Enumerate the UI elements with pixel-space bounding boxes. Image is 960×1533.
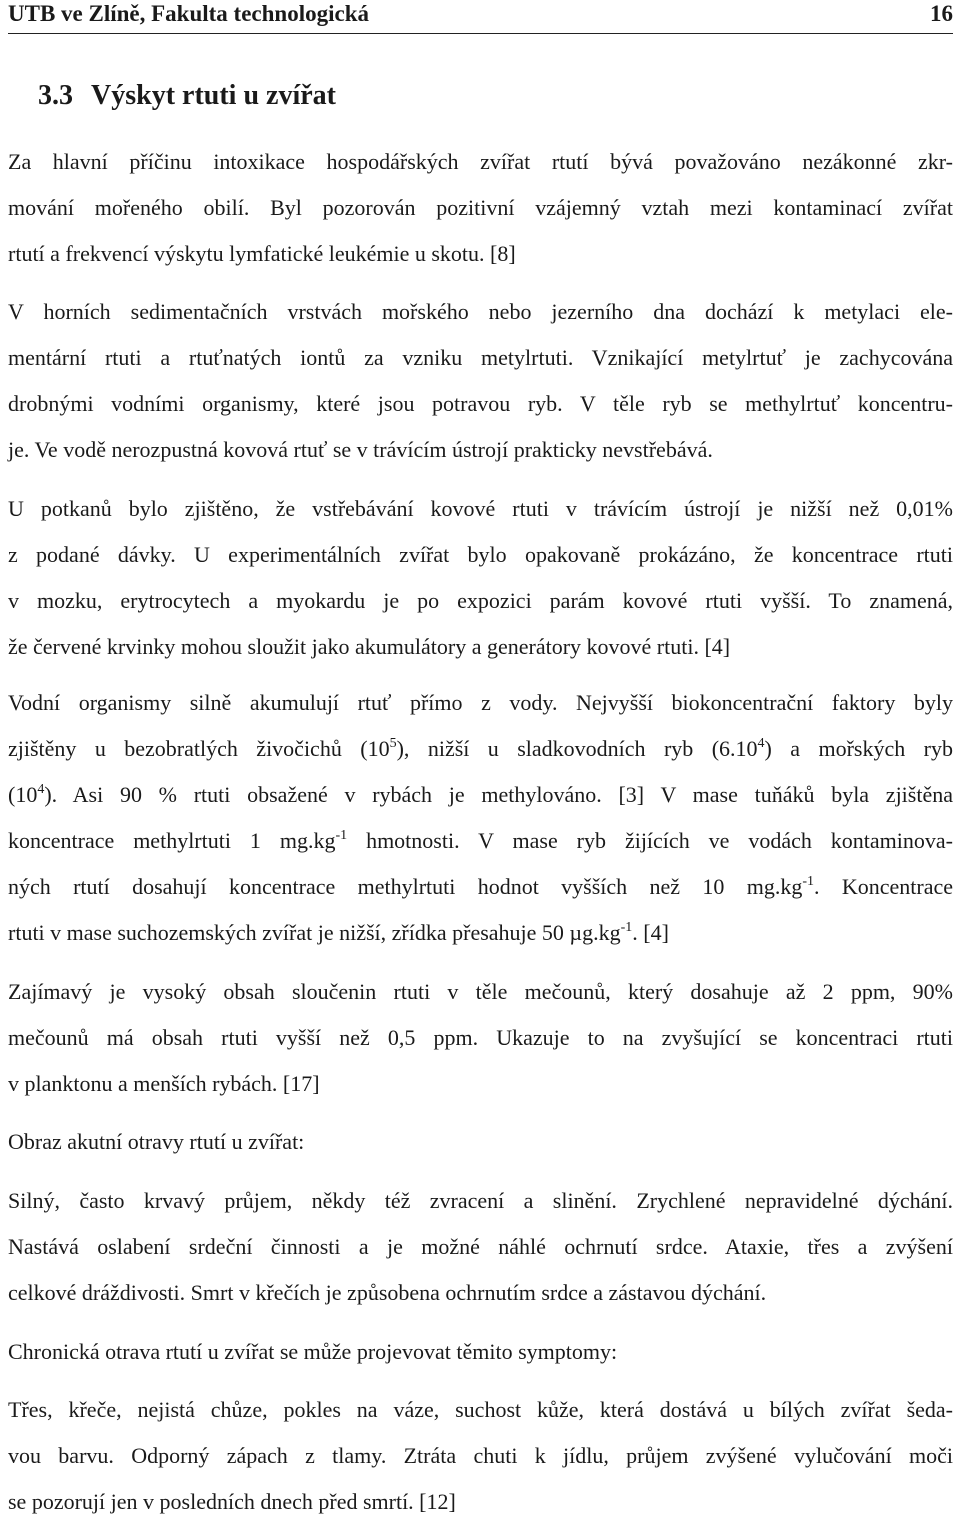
superscript: 4 xyxy=(757,736,765,751)
text-run: (10 xyxy=(8,782,38,807)
text-line: Třes, křeče, nejistá chůze, pokles na váze, suchost kůže, která dostává u bílých zvířat šeda- xyxy=(8,1397,953,1422)
text-line: z podané dávky. U experimentálních zvířat bylo opakovaně prokázáno, že koncentrace rtuti xyxy=(8,542,953,567)
text-run: koncentrace methylrtuti 1 mg.kg xyxy=(8,828,336,853)
paragraph-9 xyxy=(8,1395,953,1533)
text-line: V horních sedimentačních vrstvách mořského nebo jezerního dna dochází k metylaci ele- xyxy=(8,299,953,324)
text-line: Chronická otrava rtutí u zvířat se může projevovat těmito symptomy: xyxy=(8,1339,618,1364)
paragraph-2 xyxy=(8,297,953,481)
text-line: mování mořeného obilí. Byl pozorován pozitivní vzájemný vztah mezi kontaminací zvířat xyxy=(8,195,953,220)
text-run: ). Asi 90 % rtuti obsažené v rybách je methylováno. [3] V mase tuňáků byla zjištěna xyxy=(44,782,953,807)
text-line: mečounů má obsah rtuti vyšší než 0,5 ppm. Ukazuje to na zvyšující se koncentraci rtuti xyxy=(8,1025,953,1050)
section-title: Výskyt rtuti u zvířat xyxy=(91,80,336,111)
paragraph-3 xyxy=(8,494,953,678)
text-line: Obraz akutní otravy rtutí u zvířat: xyxy=(8,1129,305,1154)
text-line: Vodní organismy silně akumulují rtuť přímo z vody. Nejvyšší biokoncentrační faktory byly xyxy=(8,690,953,715)
text-run: hmotnosti. V mase ryb žijících ve vodách kontaminova- xyxy=(347,828,953,853)
text-line: v mozku, erytrocytech a myokardu je po expozici parám kovové rtuti vyšší. To znamená, xyxy=(8,588,953,613)
text-run: ných rtutí dosahují koncentrace methylrtuti hodnot vyšších než 10 mg.kg xyxy=(8,874,803,899)
superscript: 4 xyxy=(37,782,45,797)
text-line: rtutí a frekvencí výskytu lymfatické leukémie u skotu. [8] xyxy=(8,241,516,266)
text-run: ) a mořských ryb xyxy=(764,736,953,761)
paragraph-5 xyxy=(8,977,953,1115)
page-number: 16 xyxy=(930,1,953,26)
text-run: . Koncentrace xyxy=(814,874,953,899)
text-line: U potkanů bylo zjištěno, že vstřebávání kovové rtuti v trávícím ústrojí je nižší než 0,01% xyxy=(8,496,953,521)
text-line xyxy=(8,918,953,964)
text-line: že červené krvinky mohou sloužit jako akumulátory a generátory kovové rtuti. [4] xyxy=(8,634,731,659)
text-line: Nastává oslabení srdeční činnosti a je možné náhlé ochrnutí srdce. Ataxie, třes a zvýšení xyxy=(8,1234,953,1259)
text-line: Zajímavý je vysoký obsah sloučenin rtuti v těle mečounů, který dosahuje až 2 ppm, 90% xyxy=(8,979,953,1004)
superscript: -1 xyxy=(335,828,348,843)
paragraph-8 xyxy=(8,1337,953,1383)
paragraph-7 xyxy=(8,1186,953,1324)
text-line: Za hlavní příčinu intoxikace hospodářských zvířat rtutí bývá považováno nezákonné zkr- xyxy=(8,149,953,174)
text-run: ), nižší u sladkovodních ryb (6.10 xyxy=(396,736,758,761)
text-line: Silný, často krvavý průjem, někdy též zvracení a slinění. Zrychlené nepravidelné dýchání. xyxy=(8,1188,953,1213)
paragraph-6 xyxy=(8,1127,953,1173)
text-line: mentární rtuti a rtuťnatých iontů za vzniku metylrtuti. Vznikající metylrtuť je zachycována xyxy=(8,345,953,370)
text-line: celkové dráždivosti. Smrt v křečích je způsobena ochrnutím srdce a zástavou dýchání. xyxy=(8,1280,767,1305)
paragraph-1 xyxy=(8,147,953,285)
text-line: drobnými vodními organismy, které jsou potravou ryb. V těle ryb se methylrtuť koncentru- xyxy=(8,391,953,416)
section-number: 3.3 xyxy=(38,80,73,111)
superscript: -1 xyxy=(802,874,814,889)
header-title: UTB ve Zlíně, Fakulta technologická xyxy=(8,1,369,26)
text-line xyxy=(8,826,953,872)
text-run: rtuti v mase suchozemských zvířat je nižší, zřídka přesahuje 50 µg.kg xyxy=(8,920,621,945)
text-line xyxy=(8,734,953,780)
superscript: -1 xyxy=(620,920,633,935)
paragraph-4 xyxy=(8,688,953,964)
text-run: . [4] xyxy=(632,920,669,945)
text-line: je. Ve vodě nerozpustná kovová rtuť se v trávícím ústrojí prakticky nevstřebává. xyxy=(8,437,713,462)
text-line xyxy=(8,780,953,826)
text-line xyxy=(8,872,953,918)
section-heading xyxy=(38,80,336,112)
text-line: vou barvu. Odporný zápach z tlamy. Ztráta chuti k jídlu, průjem zvýšené vylučování moči xyxy=(8,1443,953,1468)
text-line: v planktonu a menších rybách. [17] xyxy=(8,1071,320,1096)
text-run: zjištěny u bezobratlých živočichů (10 xyxy=(8,736,390,761)
superscript: 5 xyxy=(389,736,397,751)
text-line: se pozorují jen v posledních dnech před smrtí. [12] xyxy=(8,1489,456,1514)
page-header xyxy=(8,0,953,34)
